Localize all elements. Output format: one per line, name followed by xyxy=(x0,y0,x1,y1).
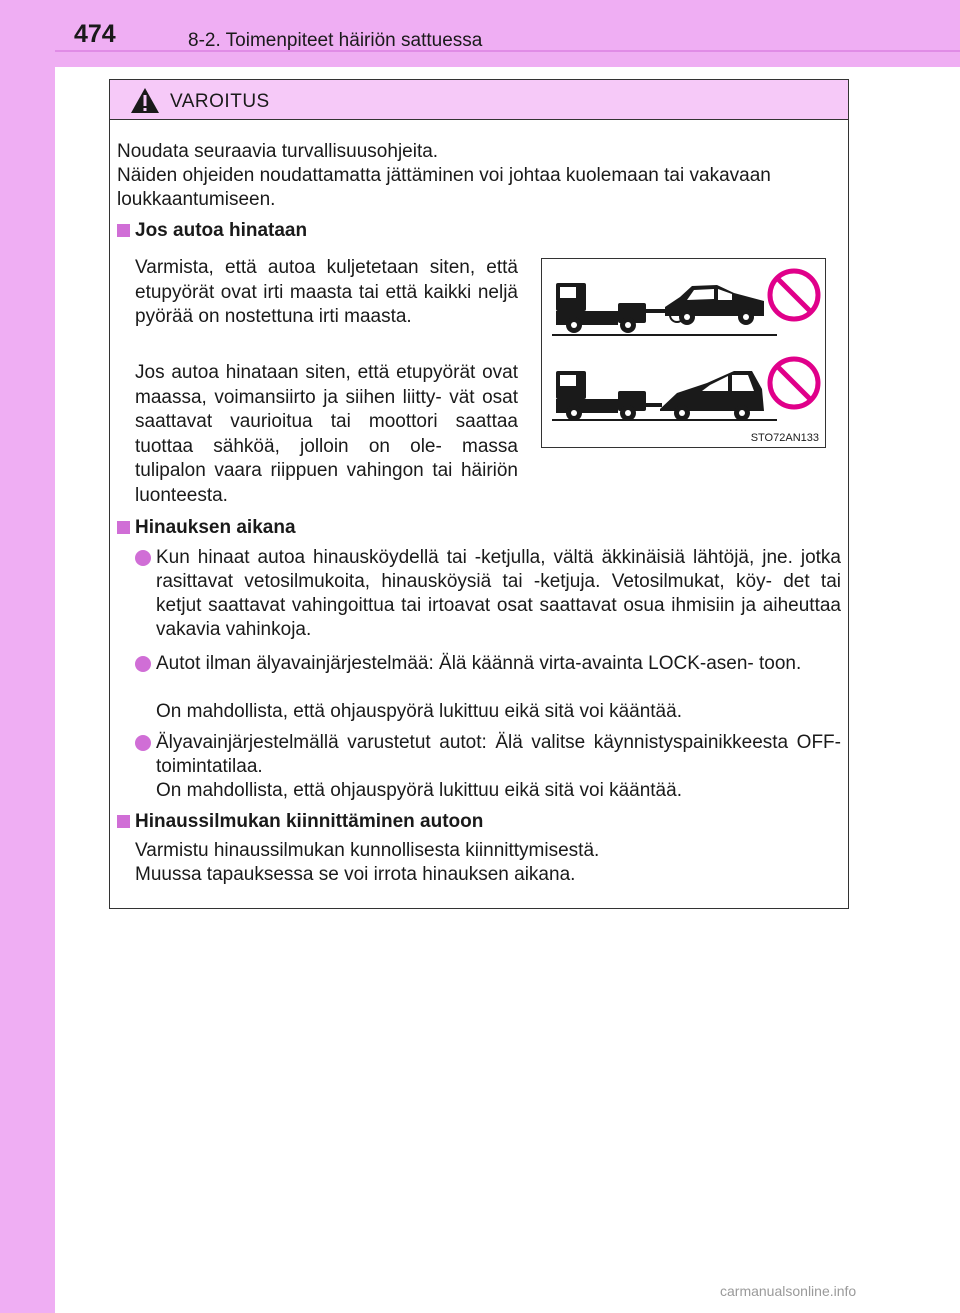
bullet-dot xyxy=(135,735,151,751)
tow-scene-front-wheels-down xyxy=(552,371,777,421)
towing-illustration xyxy=(541,258,826,448)
tow-scene-allowed xyxy=(552,283,777,336)
bullet-no-smart-key: Autot ilman älyavainjärjestelmää: Älä käännä virta-avainta LOCK-asen- toon. xyxy=(156,653,802,674)
watermark: carmanualsonline.info xyxy=(720,1283,857,1299)
tow-truck-icon xyxy=(542,259,824,446)
chapter-title: 8-2. Toimenpiteet häiriön sattuessa xyxy=(188,30,483,51)
warning-triangle-icon xyxy=(130,87,160,114)
bullet-dot xyxy=(135,550,151,566)
warning-title: VAROITUS xyxy=(170,91,270,112)
section-marker-square xyxy=(117,521,130,534)
towing-paragraph-2: Jos autoa hinataan siten, että etupyörät ovat maassa, voimansiirto ja siihen liitty- vät osat saattavat vaurioitua tai moottori saattaa tuottaa sähköä, jolloin on ole- massa tulipalon vaara riippuen vahingon tai häiriön luonteesta. xyxy=(135,362,518,506)
towing-eyelet-line-1: Varmistu hinaussilmukan kunnollisesta kiinnittymisestä. xyxy=(135,840,600,861)
side-tab xyxy=(0,0,55,1313)
warning-intro-line-1: Noudata seuraavia turvallisuusohjeita. xyxy=(117,141,439,162)
bullet-no-smart-key-note: On mahdollista, että ohjauspyörä lukittuu eikä sitä voi kääntää. xyxy=(156,701,682,722)
bullet-smart-key-note: On mahdollista, että ohjauspyörä lukittuu eikä sitä voi kääntää. xyxy=(156,780,682,801)
page-number: 474 xyxy=(74,20,116,48)
prohibited-sign-icon xyxy=(770,271,818,319)
bullet-smart-key: Älyavainjärjestelmällä varustetut autot: Älä valitse käynnistyspainikkeesta OFF-toimintatilaa. xyxy=(156,732,841,777)
warning-intro-line-2: Näiden ohjeiden noudattamatta jättäminen voi johtaa kuolemaan tai vakavaan xyxy=(117,165,771,186)
section-heading-towing-eyelet: Hinaussilmukan kiinnittäminen autoon xyxy=(135,811,484,832)
section-heading-during-towing: Hinauksen aikana xyxy=(135,517,296,538)
bullet-dot xyxy=(135,656,151,672)
towing-paragraph-1: Varmista, että autoa kuljetetaan siten, että etupyörät ovat irti maasta tai että kaikki neljä pyörää on nostettuna irti maasta. xyxy=(135,257,518,327)
prohibited-sign-icon xyxy=(770,359,818,407)
warning-header xyxy=(110,80,848,120)
towing-eyelet-line-2: Muussa tapauksessa se voi irrota hinauksen aikana. xyxy=(135,864,576,885)
section-marker-square xyxy=(117,224,130,237)
warning-intro-line-3: loukkaantumiseen. xyxy=(117,189,276,210)
section-heading-towing: Jos autoa hinataan xyxy=(135,220,308,241)
bullet-sudden-starts: Kun hinaat autoa hinausköydellä tai -ketjulla, vältä äkkinäisiä lähtöjä, jne. jotka rasittavat vetosilmukoita, hinausköysiä tai -ketjuja. Vetosilmukat, köy- det tai ketjut saattavat vahingoittua tai irtoavat osat saattavat osua ihmisiin ja aiheuttaa vakavia vahinkoja. xyxy=(156,547,841,640)
figure-code: STO72AN133 xyxy=(750,432,819,444)
section-marker-square xyxy=(117,815,130,828)
